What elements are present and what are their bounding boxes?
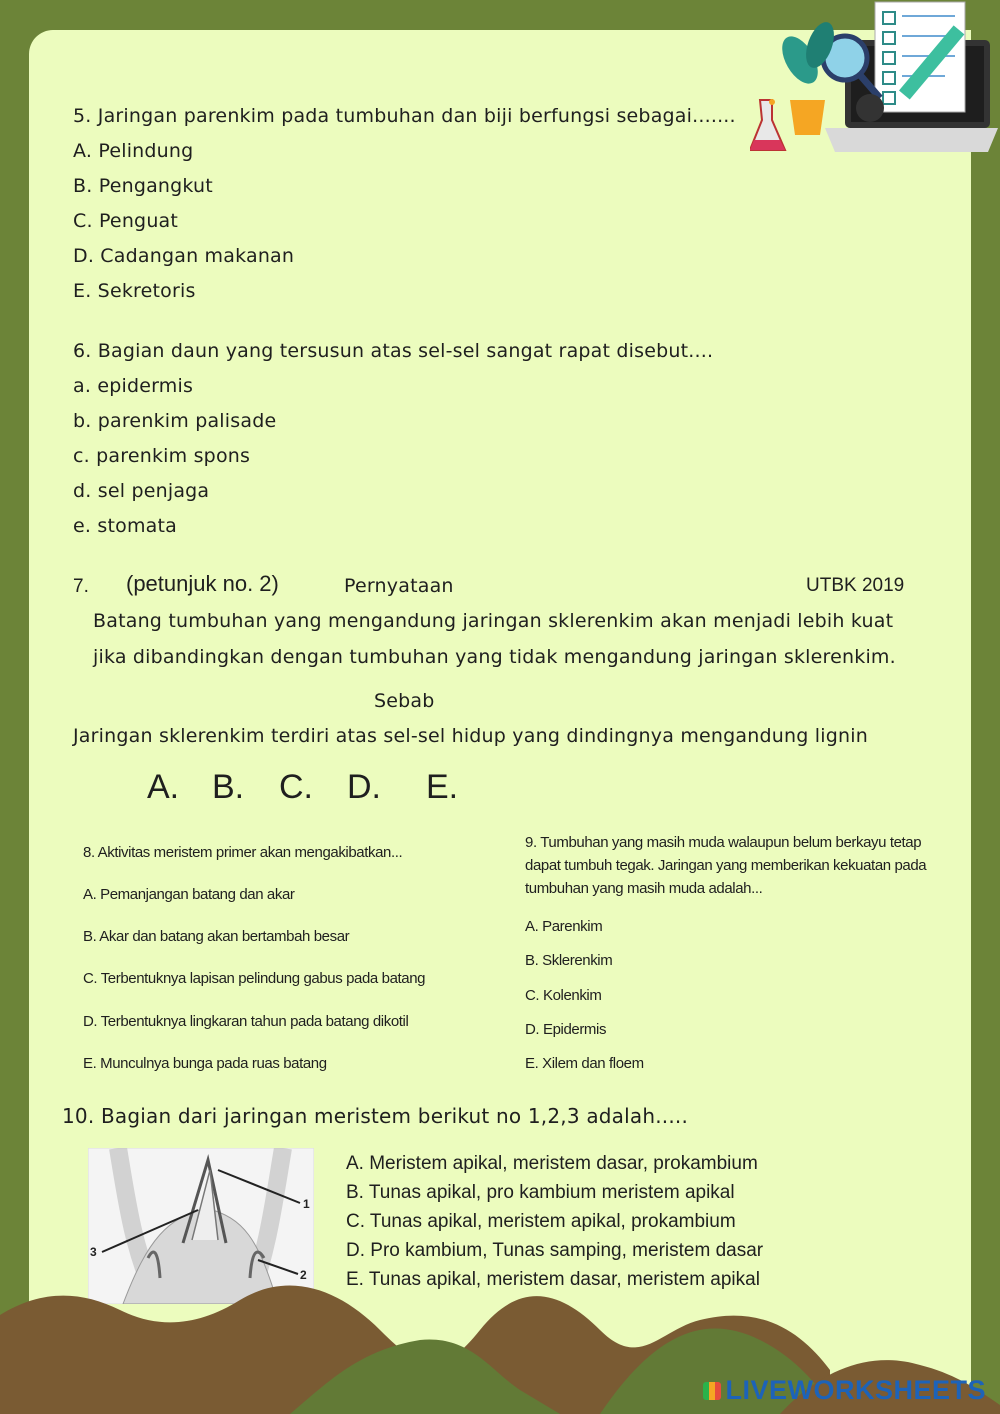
q7-choice-a[interactable]: A. <box>147 768 180 806</box>
q8-option-e[interactable]: E. Munculnya bunga pada ruas batang <box>83 1055 327 1072</box>
q8-option-c[interactable]: C. Terbentuknya lapisan pelindung gabus pada batang <box>83 970 426 987</box>
q5-option-c[interactable]: C. Penguat <box>73 210 179 232</box>
q7-choice-b[interactable]: B. <box>212 768 245 806</box>
q8-question: 8. Aktivitas meristem primer akan mengakibatkan... <box>83 844 403 861</box>
q7-source: UTBK 2019 <box>806 575 905 596</box>
q8-option-d[interactable]: D. Terbentuknya lingkaran tahun pada batang dikotil <box>83 1013 409 1030</box>
q8-option-b[interactable]: B. Akar dan batang akan bertambah besar <box>83 928 350 945</box>
logo-icon <box>703 1382 721 1400</box>
q5-option-e[interactable]: E. Sekretoris <box>73 280 196 302</box>
q5-option-d[interactable]: D. Cadangan makanan <box>73 245 295 267</box>
q7-number: 7. <box>73 576 89 597</box>
q7-statement-line1: Batang tumbuhan yang mengandung jaringan sklerenkim akan menjadi lebih kuat <box>93 610 894 632</box>
q6-question: 6. Bagian daun yang tersusun atas sel-sel sangat rapat disebut.... <box>73 340 714 362</box>
q7-sebab: Sebab <box>374 690 435 712</box>
q10-option-b[interactable]: B. Tunas apikal, pro kambium meristem apikal <box>346 1182 735 1203</box>
q10-option-a[interactable]: A. Meristem apikal, meristem dasar, prokambium <box>346 1153 758 1174</box>
diagram-label-3: 3 <box>90 1245 97 1259</box>
q9-option-a[interactable]: A. Parenkim <box>525 918 603 935</box>
q5-option-a[interactable]: A. Pelindung <box>73 140 194 162</box>
q5-option-b[interactable]: B. Pengangkut <box>73 175 213 197</box>
q7-choice-d[interactable]: D. <box>347 768 381 806</box>
diagram-label-2: 2 <box>300 1268 307 1282</box>
q7-choice-e[interactable]: E. <box>426 768 459 806</box>
q6-option-d[interactable]: d. sel penjaga <box>73 480 210 502</box>
q10-option-e[interactable]: E. Tunas apikal, meristem dasar, meristem apikal <box>346 1269 760 1290</box>
q7-hint: (petunjuk no. 2) <box>126 571 279 596</box>
q6-option-c[interactable]: c. parenkim spons <box>73 445 251 467</box>
q9-question-line3: tumbuhan yang masih muda adalah... <box>525 880 763 897</box>
q10-option-d[interactable]: D. Pro kambium, Tunas samping, meristem dasar <box>346 1240 764 1261</box>
q7-reason: Jaringan sklerenkim terdiri atas sel-sel hidup yang dindingnya mengandung lignin <box>73 725 868 747</box>
q7-statement-line2: jika dibandingkan dengan tumbuhan yang tidak mengandung jaringan sklerenkim. <box>93 646 896 668</box>
q6-option-e[interactable]: e. stomata <box>73 515 177 537</box>
q10-question: 10. Bagian dari jaringan meristem berikut no 1,2,3 adalah..... <box>62 1104 689 1128</box>
q7-label: Pernyataan <box>344 575 454 597</box>
logo-text: LIVEWORKSHEETS <box>725 1375 986 1405</box>
q9-question-line1: 9. Tumbuhan yang masih muda walaupun belum berkayu tetap <box>525 834 922 851</box>
q7-choice-c[interactable]: C. <box>279 768 313 806</box>
liveworksheets-logo[interactable] <box>703 1375 986 1406</box>
diagram-label-1: 1 <box>303 1197 310 1211</box>
q6-option-b[interactable]: b. parenkim palisade <box>73 410 277 432</box>
science-illustration <box>750 0 1000 160</box>
q9-option-e[interactable]: E. Xilem dan floem <box>525 1055 644 1072</box>
q5-question: 5. Jaringan parenkim pada tumbuhan dan biji berfungsi sebagai....... <box>73 105 736 127</box>
q6-option-a[interactable]: a. epidermis <box>73 375 194 397</box>
q8-option-a[interactable]: A. Pemanjangan batang dan akar <box>83 886 295 903</box>
q9-option-d[interactable]: D. Epidermis <box>525 1021 607 1038</box>
q10-option-c[interactable]: C. Tunas apikal, meristem apikal, prokambium <box>346 1211 736 1232</box>
q9-option-c[interactable]: C. Kolenkim <box>525 987 602 1004</box>
q9-option-b[interactable]: B. Sklerenkim <box>525 952 613 969</box>
q9-question-line2: dapat tumbuh tegak. Jaringan yang memberikan kekuatan pada <box>525 857 927 874</box>
